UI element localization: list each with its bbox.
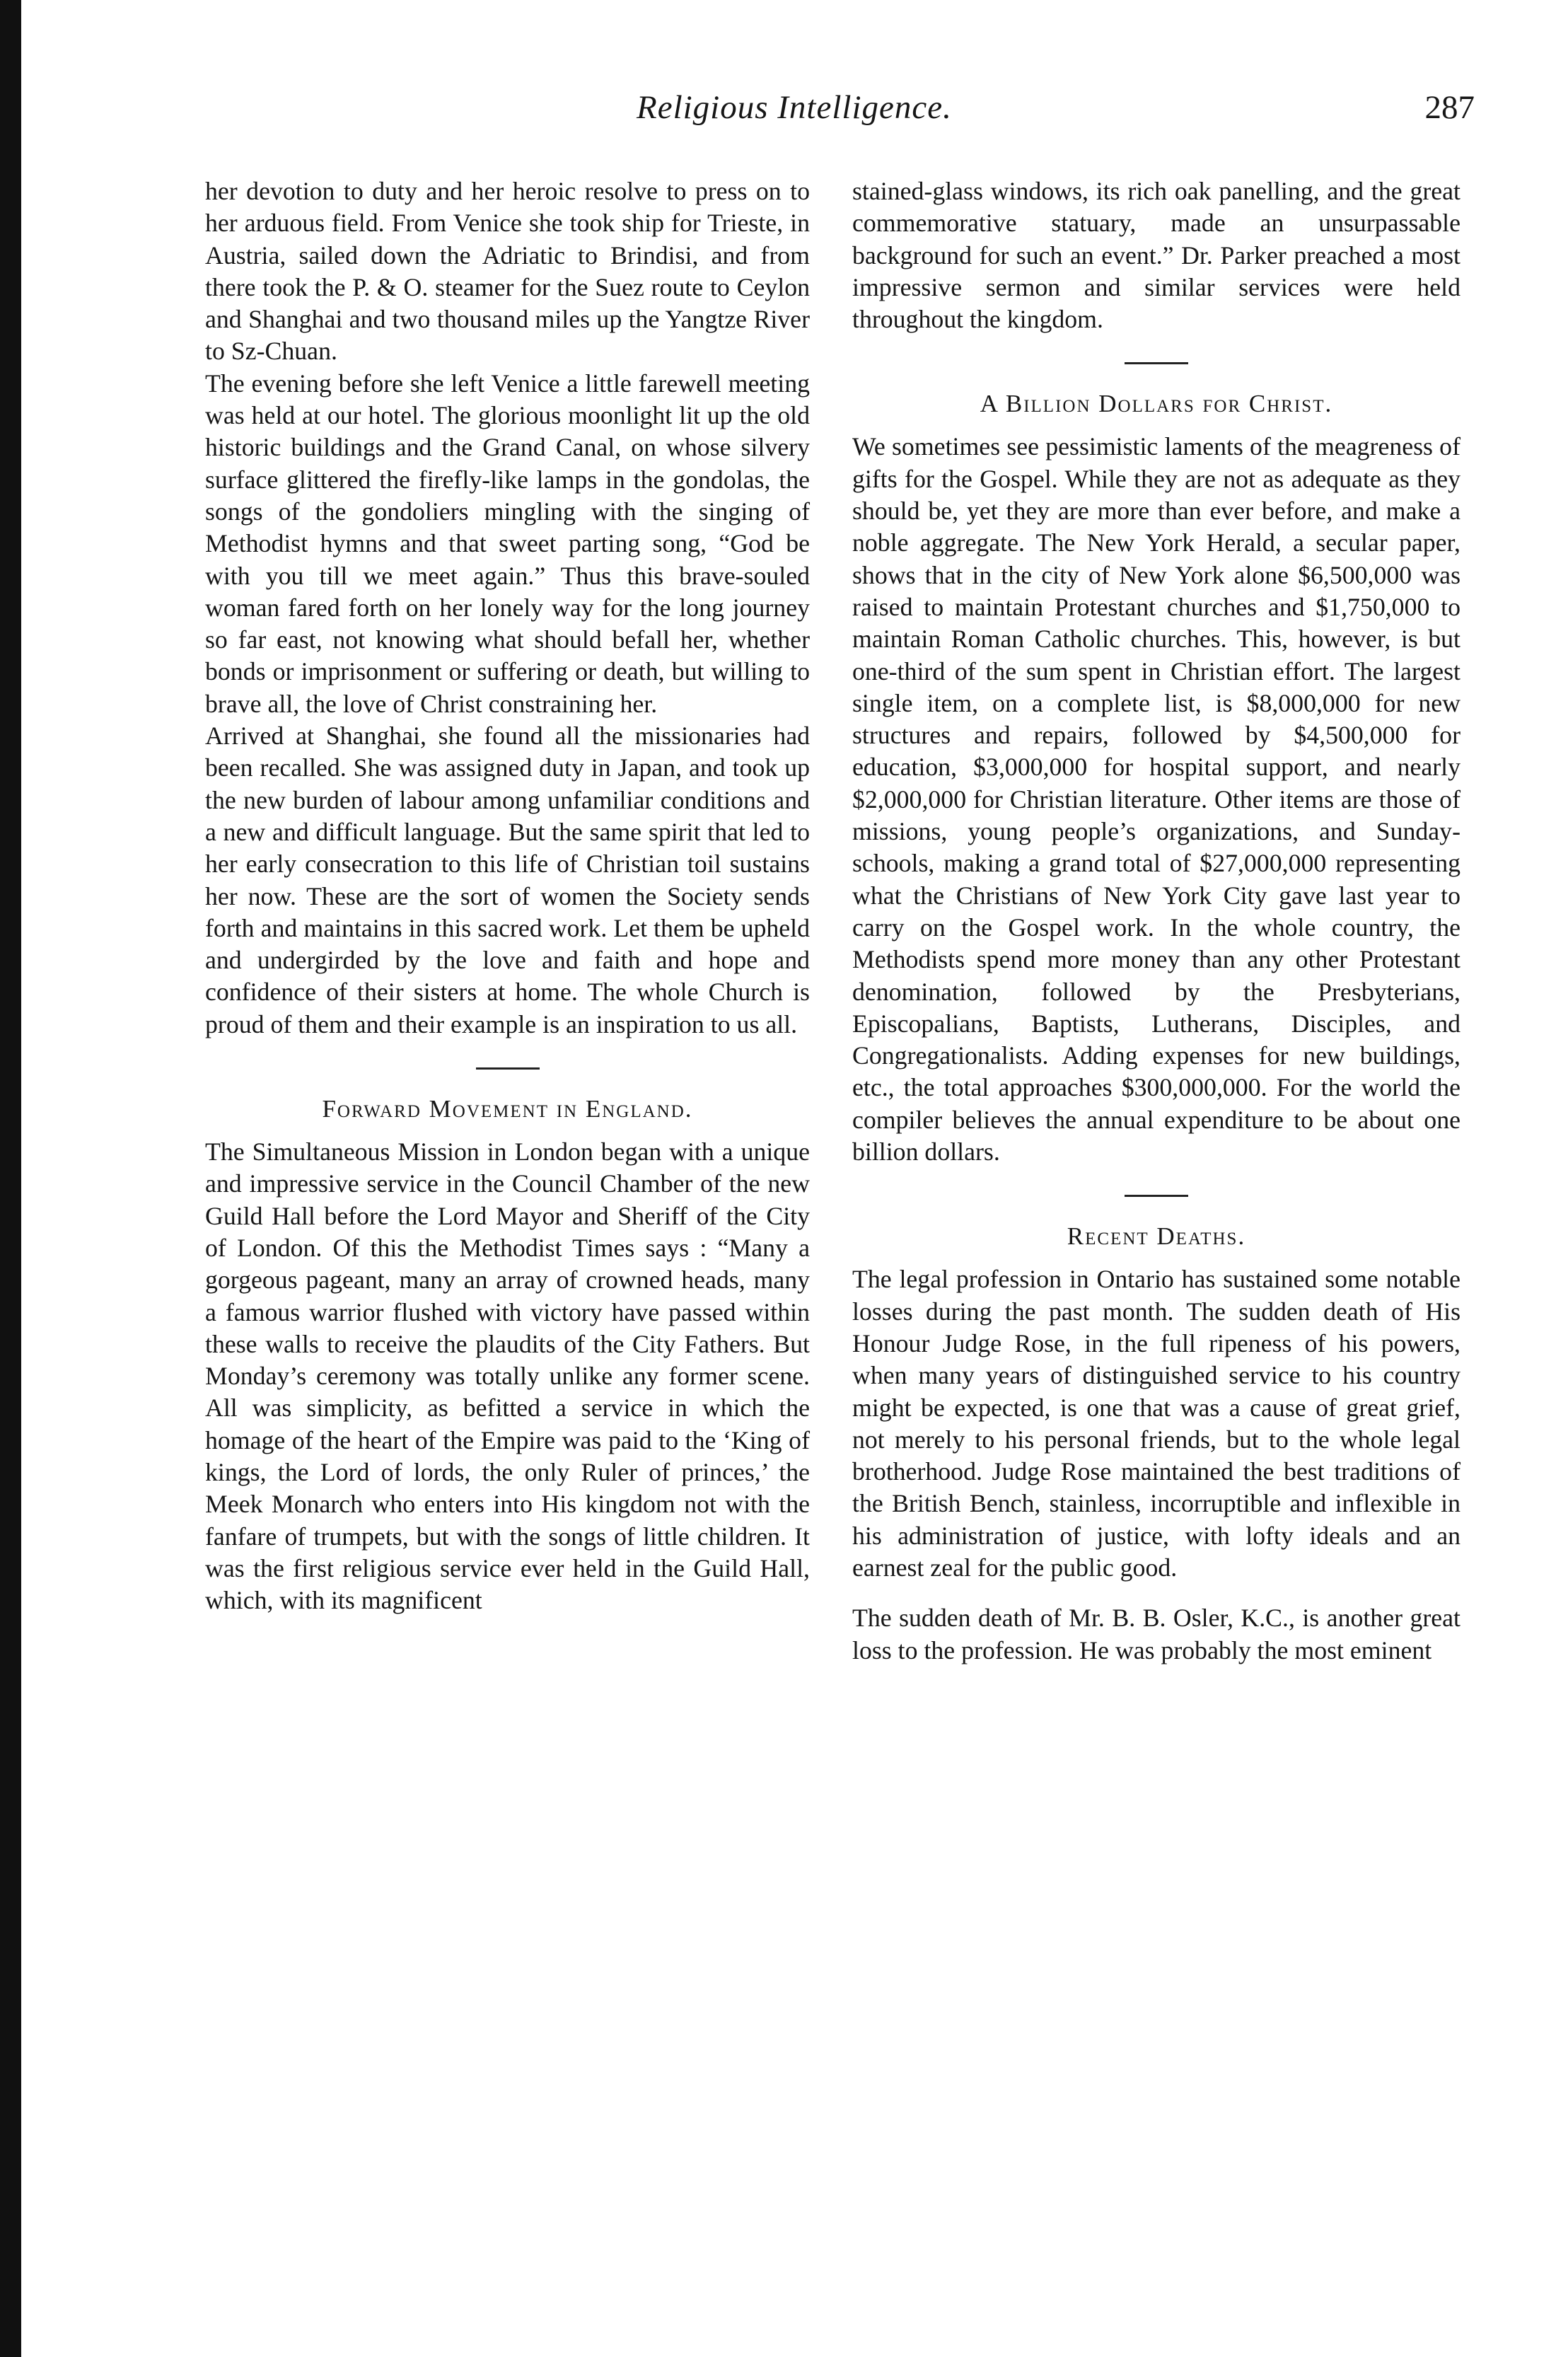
paragraph: Arrived at Shanghai, she found all the missionaries had been recalled. She was assigned duty in Japan, and took up the new burden of labour among unfamiliar conditions and a new and difficult language. But the same spirit that led to her early consecration to this life of Christian toil sustains her now. These are the sort of women the Society sends forth and maintains in this sacred work. Let them be upheld and undergirded by the love and faith and hope and confidence of their sisters at home. The whole Church is proud of them and their example is an inspiration to us all. [205, 722, 810, 1038]
section-heading: A Billion Dollars for Christ. [980, 390, 1333, 418]
page-number: 287 [1424, 89, 1475, 126]
right-column [852, 175, 1460, 1667]
section-divider [1125, 1195, 1188, 1197]
left-column [205, 175, 810, 1616]
paragraph: her devotion to duty and her heroic resolve to press on to her arduous field. From Venice she took ship for Trieste, in Austria, sailed down the Adriatic to Brindisi, and from there took the P. & O. steamer for the Suez route to Ceylon and Shanghai and two thousand miles up the Yangtze River to Sz-Chuan. [205, 177, 810, 366]
paragraph: We sometimes see pessimistic laments of the meagreness of gifts for the Gospel. While they are not as adequate as they should be, yet they are more than ever before, and make a noble aggregate. The New York Herald, a secular paper, shows that in the city of New York alone $6,500,000 was raised to maintain Protestant churches and $1,750,000 to maintain Roman Catholic churches. This, however, is but one-third of the sum spent in Christian effort. The largest single item, on a complete list, is $8,000,000 for new structures and repairs, followed by $4,500,000 for education, $3,000,000 for hospital support, and nearly $2,000,000 for Christian literature. Other items are those of missions, young people’s organizations, and Sunday-schools, making a grand total of $27,000,000 representing what the Christians of New York City gave last year to carry on the Gospel work. In the whole country, the Methodists spend more money than any other Protestant denomination, followed by the Presbyterians, Episcopalians, Baptists, Lutherans, Disciples, and Congregationalists. Adding expenses for new buildings, etc., the total approaches $300,000,000. For the world the compiler believes the annual expenditure to be about one billion dollars. [852, 432, 1460, 1166]
section-divider [1125, 362, 1188, 364]
paragraph: stained-glass windows, its rich oak panelling, and the great commemorative statuary, made an unsurpassable background for such an event.” Dr. Parker preached a most impressive sermon and similar services were held throughout the kingdom. [852, 177, 1460, 334]
running-title: Religious Intelligence. [637, 89, 952, 126]
section-heading: Forward Movement in England. [322, 1095, 693, 1123]
paragraph: The legal profession in Ontario has sustained some notable losses during the past month. The sudden death of His Honour Judge Rose, in the full ripeness of his powers, when many years of distinguished service to his country might be expected, is one that was a cause of great grief, not merely to his personal friends, but to the whole legal brotherhood. Judge Rose maintained the best traditions of the British Bench, stainless, incorruptible and inflexible in his administration of justice, with lofty ideals and an earnest zeal for the public good. [852, 1265, 1460, 1582]
page-header [212, 88, 1475, 138]
section-heading: Recent Deaths. [1067, 1222, 1246, 1251]
paragraph: The Simultaneous Mission in London began with a unique and impressive service in the Council Chamber of the new Guild Hall before the Lord Mayor and Sheriff of the City of London. Of this the Methodist Times says : “Many a gorgeous pageant, many an array of crowned heads, many a famous warrior flushed with victory have passed within these walls to receive the plaudits of the City Fathers. But Monday’s ceremony was totally unlike any former scene. All was simplicity, as befitted a service in which the homage of the heart of the Empire was paid to the ‘King of kings, the Lord of lords, the only Ruler of princes,’ the Meek Monarch who enters into His kingdom not with the fanfare of trumpets, but with the songs of little children. It was the first religious service ever held in the Guild Hall, which, with its magnificent [205, 1137, 810, 1615]
paragraph: The sudden death of Mr. B. B. Osler, K.C., is another great loss to the profession. He was probably the most eminent [852, 1604, 1460, 1664]
paragraph-gap [852, 1584, 1460, 1602]
paragraph: The evening before she left Venice a little farewell meeting was held at our hotel. The glorious moonlight lit up the old historic buildings and the Grand Canal, on whose silvery surface glittered the firefly-like lamps in the gondolas, the songs of the gondoliers mingling with the singing of Methodist hymns and that sweet parting song, “God be with you till we meet again.” Thus this brave-souled woman fared forth on her lonely way for the long journey so far east, not knowing what should befall her, whether bonds or imprisonment or suffering or death, but willing to brave all, the love of Christ constraining her. [205, 369, 810, 718]
page-edge-shadow [0, 0, 21, 2357]
section-divider [476, 1067, 540, 1070]
